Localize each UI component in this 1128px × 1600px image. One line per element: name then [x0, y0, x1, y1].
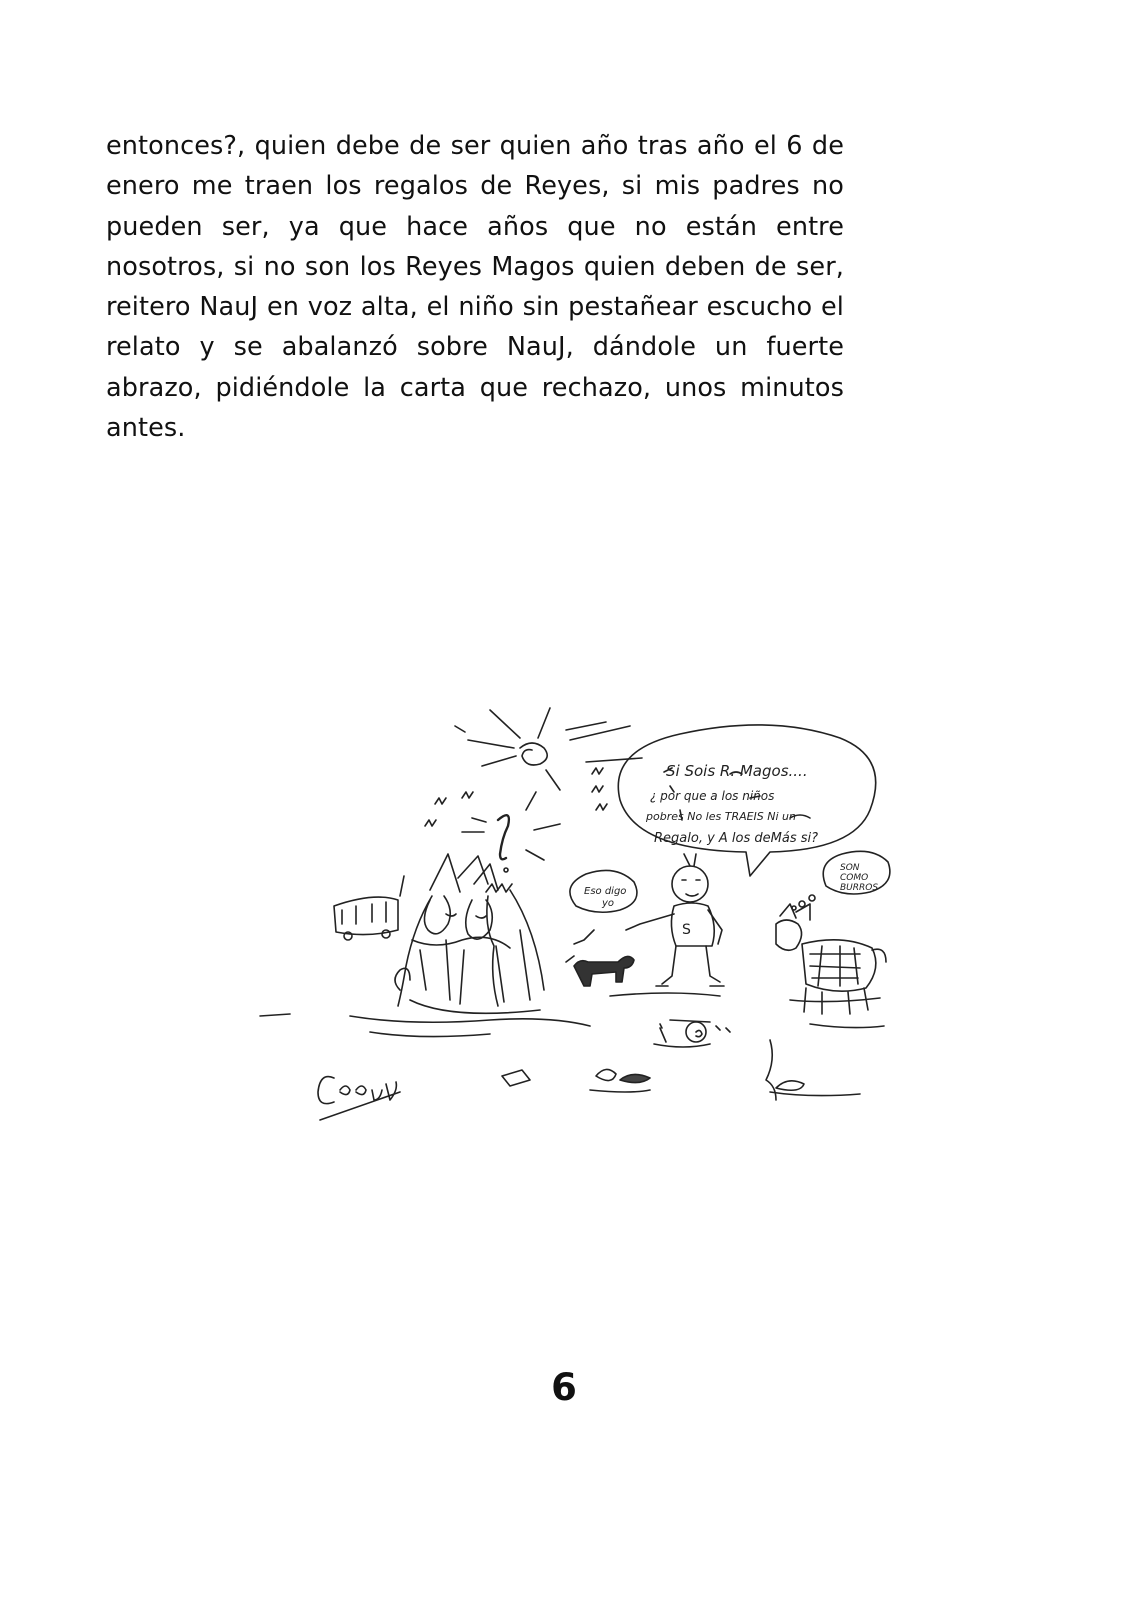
svg-text:¿ por que a los niños: ¿ por que a los niños: [650, 789, 775, 803]
svg-text:Eso digo: Eso digo: [584, 886, 627, 897]
dog-sketch: [566, 956, 634, 986]
question-mark-sketch: [425, 768, 607, 872]
bus-sketch: [334, 876, 404, 940]
signature-sketch: [318, 1077, 400, 1120]
svg-text:SON: SON: [840, 863, 860, 873]
boy-sketch: [626, 854, 724, 986]
svg-text:yo: yo: [602, 898, 615, 909]
svg-text:Regalo, y A los deMás si?: Regalo, y A los deMás si?: [654, 831, 819, 846]
cartoon-illustration: [250, 700, 910, 1150]
donkey-sketch: [776, 904, 886, 1014]
svg-text:pobres No les TRAEIS Ni un: pobres No les TRAEIS Ni un: [646, 810, 797, 823]
ground-debris-sketch: [502, 1040, 804, 1100]
svg-text:COMO: COMO: [840, 873, 869, 883]
svg-text:BURROS: BURROS: [840, 883, 879, 893]
body-paragraph: entonces?, quien debe de ser quien año tras año el 6 de enero me traen los regalos de Reyes, si mis padres no pueden ser, ya que hace años que no están entre nosotros, si no son los Reyes Magos quien deben de ser, reitero NauJ en voz alta, el niño sin pestañear escucho el relato y se abalanzó sobre NauJ, dándole un fuerte abrazo, pidiéndole la carta que rechazo, unos minutos antes.: [106, 131, 844, 444]
svg-text:S: S: [682, 922, 691, 938]
page-number: 6: [551, 1366, 577, 1409]
svg-text:Si Sois R. Magos....: Si Sois R. Magos....: [666, 762, 808, 780]
three-kings-sketch: [395, 854, 544, 1013]
snail-sketch: [654, 1022, 730, 1047]
cartoon-handwriting: [584, 762, 878, 909]
sun-sketch: [455, 708, 642, 790]
